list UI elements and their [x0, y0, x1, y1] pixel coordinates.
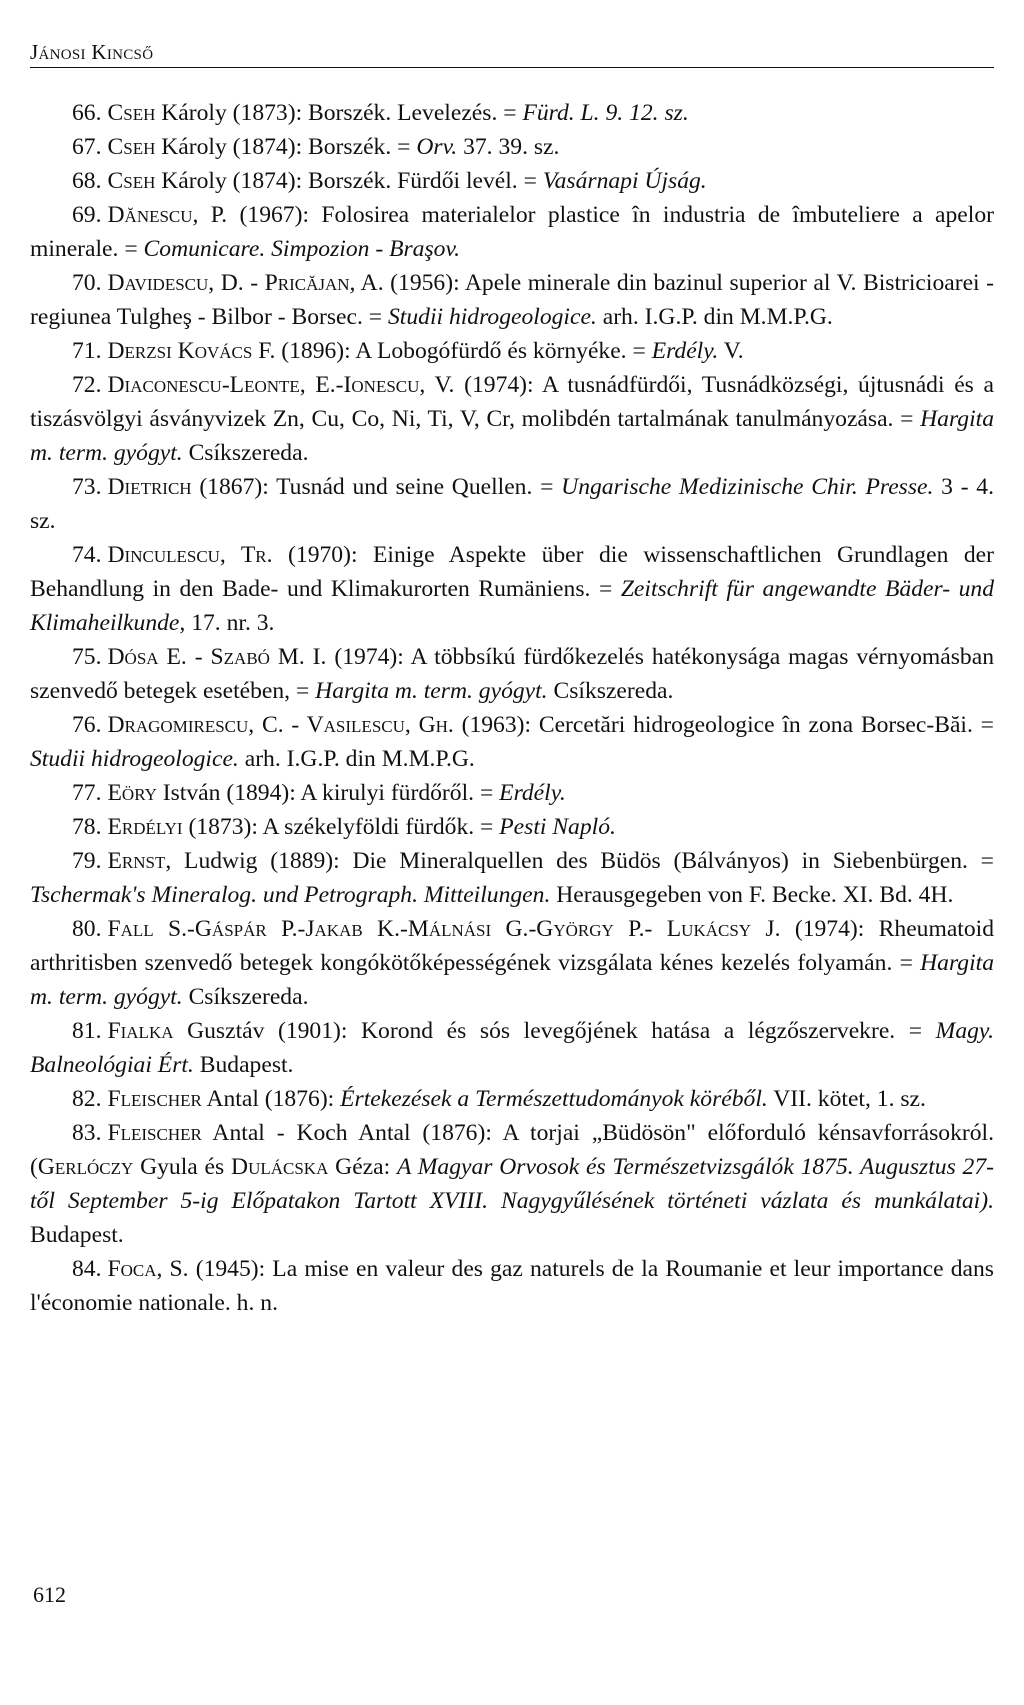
reference-text: Budapest. — [30, 1222, 124, 1248]
reference-entry — [30, 776, 994, 810]
reference-entry — [30, 164, 994, 198]
reference-source: Értekezések a Természettudományok köréből. — [340, 1086, 768, 1112]
reference-author: Cseh — [107, 134, 156, 160]
reference-source: Magy. Balneológiai Ért. — [30, 1018, 994, 1078]
reference-text: (1873): A székelyföldi fürdők. = — [182, 814, 500, 840]
reference-author: Fialka — [107, 1018, 174, 1044]
reference-text: Károly (1874): Borszék. = — [155, 134, 417, 160]
reference-source: Comunicare. Simpozion - Braşov. — [143, 236, 461, 262]
reference-author: Dragomirescu, C. - Vasilescu, Gh. — [107, 712, 454, 738]
reference-author: Erdélyi — [107, 814, 183, 840]
reference-entry — [30, 266, 994, 334]
reference-text: arh. I.G.P. din M.M.P.G. — [238, 746, 475, 772]
reference-text: Géza: — [328, 1154, 397, 1180]
reference-text: 3 - 4. sz. — [30, 474, 994, 534]
reference-text: (1974): Rheumatoid arthritisben szenvedő betegek kongókötőképességének vizsgálata kénes kezelés folyamán. = — [30, 916, 994, 976]
reference-source: Erdély. — [651, 338, 719, 364]
reference-entry — [30, 1082, 994, 1116]
reference-author: Fall S.-Gáspár P.-Jakab K.-Málnási G.-György P.- Lukácsy J. — [107, 916, 781, 942]
reference-number: 84. — [72, 1256, 102, 1282]
reference-text: 17. nr. 3. — [185, 610, 275, 636]
reference-list — [30, 96, 994, 1320]
reference-author: Cseh — [107, 168, 156, 194]
reference-text: (1867): Tusnád und seine Quellen. = — [191, 474, 562, 500]
reference-text: (1970): Einige Aspekte über die wissenschaftlichen Grundlagen der Behandlung in den Bade- und Klimakurorten Rumäniens. = — [30, 542, 994, 602]
reference-source: Hargita m. term. gyógyt. — [30, 406, 994, 466]
reference-entry — [30, 130, 994, 164]
reference-text: Károly (1873): Borszék. Levelezés. = — [155, 100, 523, 126]
reference-author: Dietrich — [107, 474, 192, 500]
reference-text: 37. 39. sz. — [457, 134, 560, 160]
reference-text: (1963): Cercetări hidrogeologice în zona Borsec-Băi. = — [453, 712, 994, 738]
reference-source: Vasárnapi Újság. — [542, 168, 707, 194]
reference-text: (1945): La mise en valeur des gaz naturels de la Roumanie et leur importance dans l'économie nationale. h. n. — [30, 1256, 994, 1316]
reference-number: 71. — [72, 338, 102, 364]
reference-source: Studii hidrogeologice. — [30, 746, 239, 772]
reference-entry — [30, 640, 994, 708]
reference-number: 79. — [72, 848, 102, 874]
reference-source: Pesti Napló. — [499, 814, 616, 840]
reference-entry — [30, 708, 994, 776]
reference-source: Studii hidrogeologice. — [388, 304, 597, 330]
reference-text: István (1894): A kirulyi fürdőről. = — [156, 780, 500, 806]
reference-entry — [30, 368, 994, 470]
reference-entry — [30, 198, 994, 266]
reference-text: Gyula és — [133, 1154, 232, 1180]
reference-text: Gusztáv (1901): Korond és sós levegőjének hatása a légzőszervekre. = — [173, 1018, 936, 1044]
reference-author: Dulácska — [231, 1154, 329, 1180]
reference-number: 82. — [72, 1086, 102, 1112]
reference-number: 72. — [72, 372, 102, 398]
reference-author: Cseh — [107, 100, 156, 126]
running-head-title: Jánosi Kincső — [30, 40, 154, 64]
reference-number: 74. — [72, 542, 102, 568]
reference-author: Dósa E. - Szabó M. I. — [107, 644, 327, 670]
reference-number: 70. — [72, 270, 102, 296]
reference-source: Zeitschrift für angewandte Bäder- und Klimaheilkunde, — [30, 576, 994, 636]
reference-number: 69. — [72, 202, 102, 228]
reference-source: Fürd. L. 9. 12. sz. — [522, 100, 689, 126]
reference-author: Gerlóczy — [37, 1154, 134, 1180]
reference-number: 80. — [72, 916, 102, 942]
reference-text: (1967): Folosirea materialelor plastice în industria de îmbuteliere a apelor minerale. = — [30, 202, 994, 262]
reference-number: 75. — [72, 644, 102, 670]
reference-text: Herausgegeben von F. Becke. XI. Bd. 4H. — [550, 882, 954, 908]
reference-author: Fleischer — [107, 1086, 202, 1112]
reference-entry — [30, 844, 994, 912]
reference-number: 83. — [72, 1120, 102, 1146]
reference-text: Antal - Koch Antal (1876): A torjai „Büdösön" előforduló kénsavforrásokról. ( — [30, 1120, 994, 1180]
reference-author: Ernst, — [107, 848, 172, 874]
reference-number: 67. — [72, 134, 102, 160]
reference-author: Fleischer — [107, 1120, 202, 1146]
reference-text: (1956): Apele minerale din bazinul superior al V. Bistricioarei - regiunea Tulgheş - Bilbor - Borsec. = — [30, 270, 994, 330]
reference-text: VII. kötet, 1. sz. — [767, 1086, 926, 1112]
reference-author: Derzsi Kovács F. — [107, 338, 276, 364]
reference-source: Hargita m. term. gyógyt. — [315, 678, 548, 704]
reference-source: Ungarische Medizinische Chir. Presse. — [561, 474, 934, 500]
reference-text: Antal (1876): — [201, 1086, 341, 1112]
reference-text: Károly (1874): Borszék. Fürdői levél. = — [155, 168, 543, 194]
reference-text: Csíkszereda. — [182, 984, 309, 1010]
reference-entry — [30, 1116, 994, 1252]
reference-source: Hargita m. term. gyógyt. — [30, 950, 994, 1010]
reference-author: Davidescu, D. - Pricăjan, A. — [107, 270, 384, 296]
reference-entry — [30, 1252, 994, 1320]
reference-number: 77. — [72, 780, 102, 806]
reference-number: 73. — [72, 474, 102, 500]
reference-number: 66. — [72, 100, 102, 126]
reference-text: (1896): A Lobogófürdő és környéke. = — [275, 338, 652, 364]
reference-number: 81. — [72, 1018, 102, 1044]
reference-entry — [30, 1014, 994, 1082]
reference-text: arh. I.G.P. din M.M.P.G. — [596, 304, 833, 330]
reference-entry — [30, 334, 994, 368]
reference-author: Foca, S. — [107, 1256, 189, 1282]
reference-source: A Magyar Orvosok és Természetvizsgálók 1875. Augusztus 27-től September 5-ig Előpatakon Tartott XVIII. Nagygyűlésének történeti vázlata és munkálatai). — [30, 1154, 995, 1214]
reference-entry — [30, 912, 994, 1014]
reference-text: Csíkszereda. — [182, 440, 309, 466]
reference-source: Tschermak's Mineralog. und Petrograph. Mitteilungen. — [30, 882, 551, 908]
reference-number: 76. — [72, 712, 102, 738]
reference-text: (1974): A többsíkú fürdőkezelés hatékonysága magas vérnyomásban szenvedő betegek esetében, = — [30, 644, 994, 704]
reference-author: Eöry — [107, 780, 157, 806]
reference-text: (1974): A tusnádfürdői, Tusnádközségi, újtusnádi és a tiszásvölgyi ásványvizek Zn, Cu, Co, Ni, Ti, V, Cr, molibdén tartalmának tanulmányozása. = — [30, 372, 995, 432]
reference-author: Diaconescu-Leonte, E.-Ionescu, V. — [107, 372, 455, 398]
reference-author: Dinculescu, Tr. — [107, 542, 273, 568]
reference-text: Csíkszereda. — [547, 678, 674, 704]
reference-text: Ludwig (1889): Die Mineralquellen des Büdös (Bálványos) in Siebenbürgen. = — [171, 848, 994, 874]
running-header — [30, 40, 994, 68]
reference-entry — [30, 96, 994, 130]
reference-author: Dănescu, P. — [107, 202, 228, 228]
reference-number: 78. — [72, 814, 102, 840]
reference-text: V. — [718, 338, 744, 364]
reference-source: Erdély. — [499, 780, 566, 806]
reference-entry — [30, 538, 994, 640]
reference-number: 68. — [72, 168, 102, 194]
reference-entry — [30, 470, 994, 538]
reference-source: Orv. — [416, 134, 458, 160]
reference-text: Budapest. — [193, 1052, 294, 1078]
reference-entry — [30, 810, 994, 844]
page-number: 612 — [33, 1582, 66, 1607]
